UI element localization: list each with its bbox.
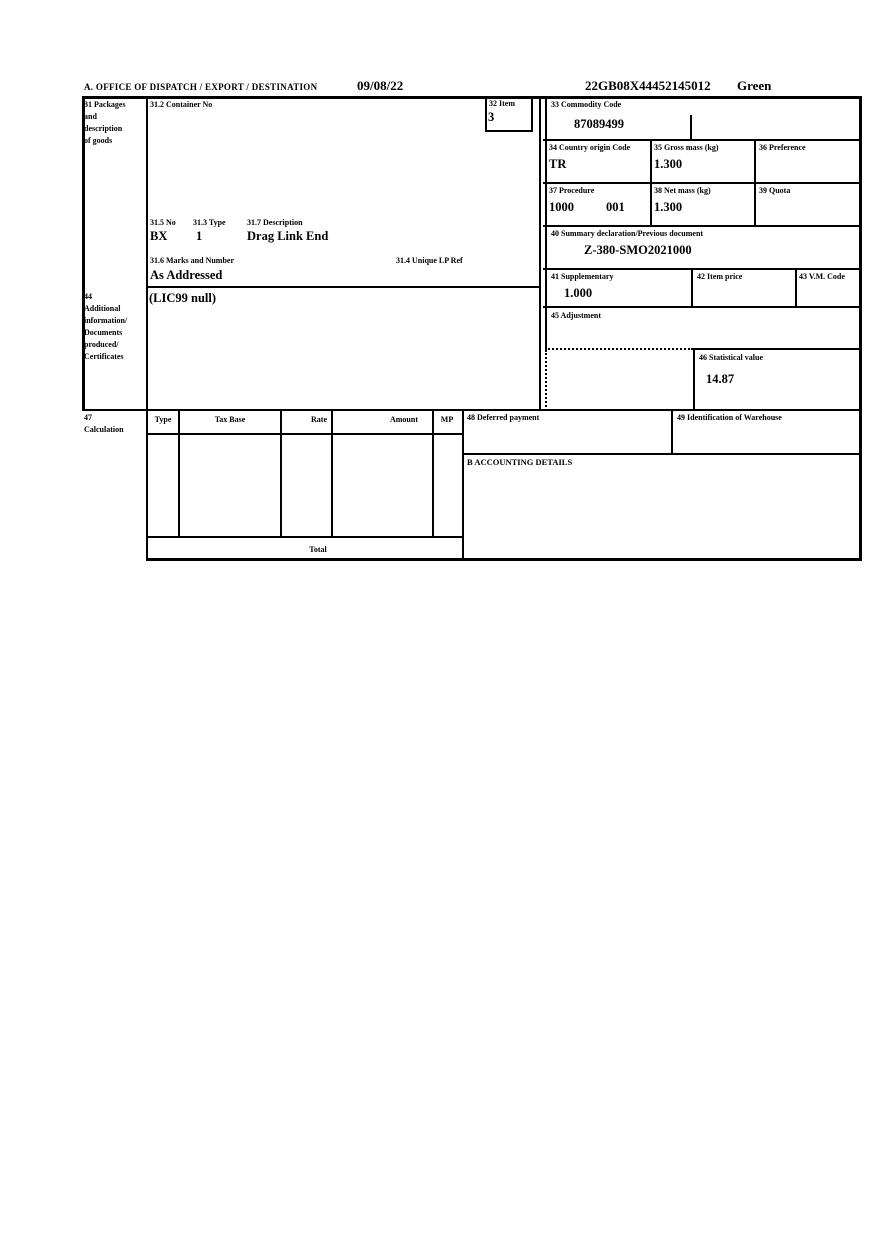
box44-label-line: Certificates	[84, 352, 124, 361]
form-grid-line	[543, 225, 862, 227]
calc-table-header-amount: Amount	[389, 415, 418, 424]
dotted-border-line	[545, 348, 693, 350]
form-grid-line	[650, 139, 652, 227]
box44-label-line: Additional	[84, 304, 121, 313]
box34-country-origin-value: TR	[549, 157, 567, 171]
form-grid-line	[146, 558, 862, 561]
box45-adjustment-label: 45 Adjustment	[551, 311, 602, 320]
form-grid-line	[543, 268, 862, 270]
commodity-code-divider-line	[690, 115, 692, 141]
box46-statistical-value-label: 46 Statistical value	[699, 353, 763, 362]
form-grid-line	[693, 348, 862, 350]
box44-additional-info-value: (LIC99 null)	[149, 291, 217, 305]
form-grid-line	[543, 182, 862, 184]
form-grid-line	[178, 409, 180, 538]
form-grid-line	[432, 409, 434, 538]
calc-table-header-tax-base: Tax Base	[214, 415, 246, 424]
box49-warehouse-label: 49 Identification of Warehouse	[677, 413, 782, 422]
form-grid-line	[146, 433, 464, 435]
box31-label-line: of goods	[84, 136, 113, 145]
box40-previous-document-label: 40 Summary declaration/Previous document	[551, 229, 704, 238]
dispatch-date: 09/08/22	[357, 78, 404, 93]
form-grid-line	[462, 453, 862, 455]
form-grid-line	[859, 96, 862, 561]
form-grid-line	[82, 409, 862, 411]
box31-2-container-no-label: 31.2 Container No	[150, 100, 213, 109]
box39-quota-label: 39 Quota	[759, 186, 791, 195]
box41-supplementary-label: 41 Supplementary	[551, 272, 614, 281]
box42-item-price-label: 42 Item price	[697, 272, 743, 281]
form-grid-line	[146, 536, 464, 538]
form-grid-line	[545, 96, 547, 350]
declaration-reference: 22GB08X44452145012	[585, 78, 711, 93]
box33-commodity-code-value: 87089499	[574, 117, 624, 131]
form-grid-line	[543, 139, 862, 141]
box38-net-mass-label: 38 Net mass (kg)	[654, 186, 711, 195]
box33-commodity-code-label: 33 Commodity Code	[551, 100, 622, 109]
box40-previous-document-value: Z-380-SMO2021000	[584, 243, 692, 257]
box31-7-description-label: 31.7 Description	[247, 218, 303, 227]
calc-table-header-mp: MP	[440, 415, 454, 424]
box35-gross-mass-label: 35 Gross mass (kg)	[654, 143, 719, 152]
calc-table-header-rate: Rate	[311, 415, 327, 424]
box43-vm-code-label: 43 V.M. Code	[799, 272, 845, 281]
box41-supplementary-value: 1.000	[564, 286, 593, 300]
form-grid-line	[671, 409, 673, 455]
form-grid-line	[693, 348, 695, 411]
box37-procedure-extension-value: 001	[606, 200, 625, 214]
box31-6-marks-label: 31.6 Marks and Number	[150, 256, 235, 265]
form-grid-line	[485, 130, 533, 132]
form-grid-line	[754, 139, 756, 227]
form-grid-line	[280, 409, 282, 538]
box48-deferred-payment-label: 48 Deferred payment	[467, 413, 540, 422]
dotted-border-line	[545, 350, 547, 411]
box31-3-type-label: 31.3 Type	[193, 218, 226, 227]
form-grid-line	[691, 268, 693, 308]
box31-5-no-label: 31.5 No	[150, 218, 176, 227]
box31-label-line: and	[84, 112, 97, 121]
form-grid-line	[462, 409, 464, 561]
calc-table-header-type: Type	[154, 415, 172, 424]
box-b-accounting-details-label: B ACCOUNTING DETAILS	[467, 457, 573, 467]
box46-statistical-value: 14.87	[706, 372, 735, 386]
form-grid-line	[331, 409, 333, 538]
box37-procedure-label: 37 Procedure	[549, 186, 595, 195]
box31-7-description-value: Drag Link End	[247, 229, 329, 243]
box35-gross-mass-value: 1.300	[654, 157, 683, 171]
form-grid-line	[531, 96, 533, 132]
section-a-title: A. OFFICE OF DISPATCH / EXPORT / DESTINATION	[84, 82, 318, 92]
box44-label-line: produced/	[84, 340, 119, 349]
box36-preference-label: 36 Preference	[759, 143, 806, 152]
box31-4-unique-lp-ref-label: 31.4 Unique LP Ref	[396, 256, 463, 265]
form-grid-line	[795, 268, 797, 308]
form-grid-line	[146, 96, 148, 561]
form-grid-line	[539, 96, 541, 411]
box44-label-line: Documents	[84, 328, 123, 337]
box44-label-line: information/	[84, 316, 128, 325]
box44-label-line: 44	[84, 292, 92, 301]
box47-label-line: 47	[84, 413, 92, 422]
box31-label-line: description	[84, 124, 123, 133]
routing-status: Green	[737, 78, 772, 93]
box47-label-line: Calculation	[84, 425, 124, 434]
form-grid-line	[82, 96, 862, 99]
box37-procedure-value: 1000	[549, 200, 574, 214]
form-grid-line	[146, 286, 541, 288]
box31-label-line: 31 Packages	[84, 100, 126, 109]
box38-net-mass-value: 1.300	[654, 200, 683, 214]
box31-3-type-value: 1	[196, 229, 203, 243]
box32-item-value: 3	[488, 110, 495, 124]
form-grid-line	[485, 96, 487, 132]
box31-5-no-value: BX	[150, 229, 168, 243]
box31-6-marks-value: As Addressed	[150, 268, 223, 282]
form-grid-line	[543, 306, 862, 308]
box32-item-label: 32 Item	[489, 99, 515, 108]
calc-table-total-label: Total	[309, 545, 327, 554]
box34-country-origin-label: 34 Country origin Code	[549, 143, 631, 152]
